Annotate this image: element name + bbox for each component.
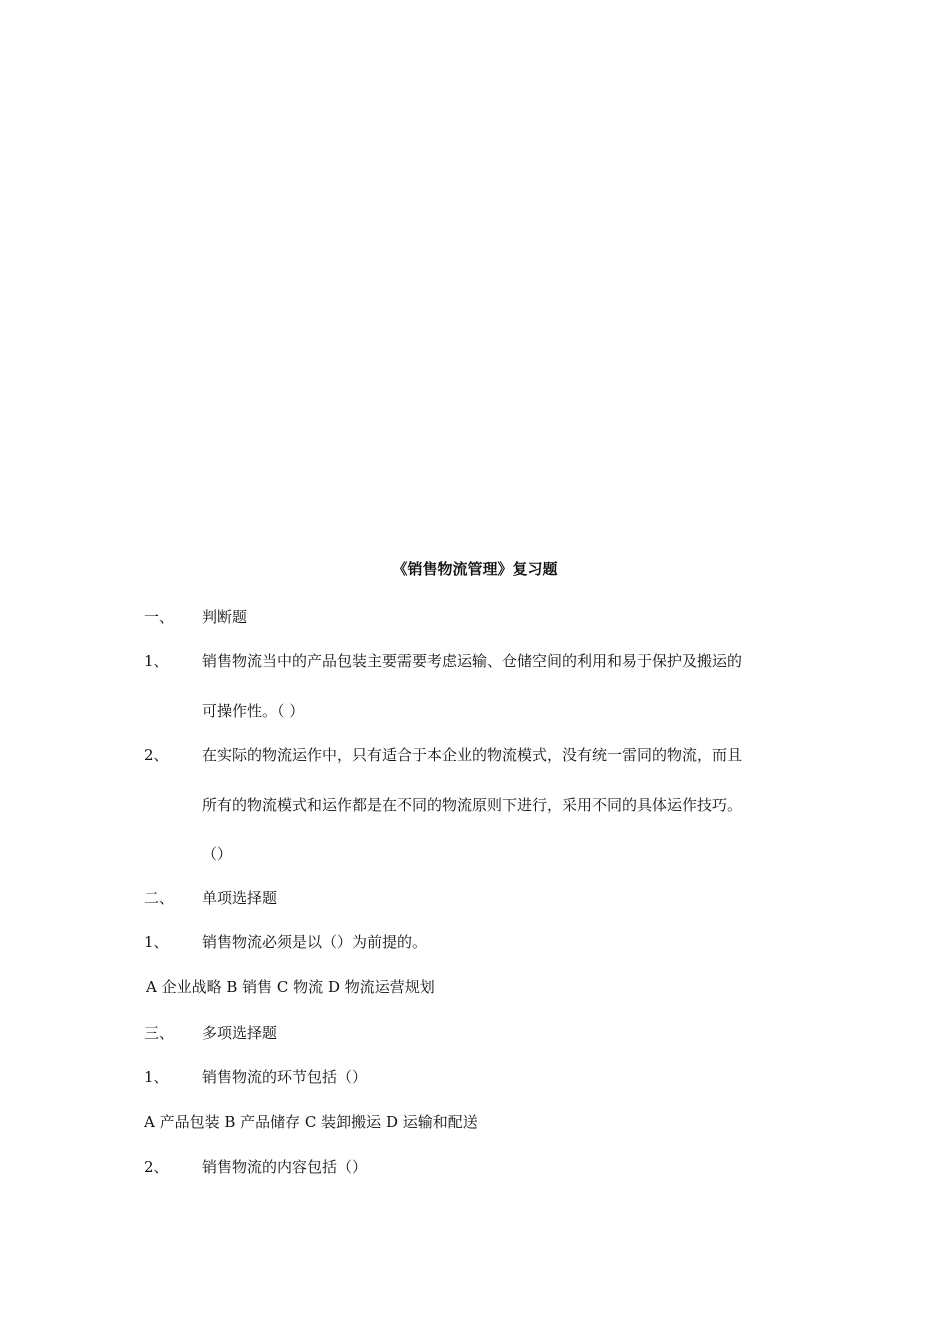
question-number: 1、 [144, 1068, 169, 1086]
question-text: 可操作性。（ ） [202, 702, 305, 720]
options-text: A 企业战略 B 销售 C 物流 D 物流运营规划 [146, 978, 435, 996]
section-number: 二、 [144, 889, 175, 907]
question-number: 2、 [144, 746, 169, 764]
document-title: 《销售物流管理》复习题 [392, 560, 558, 578]
section-label: 判断题 [202, 608, 248, 626]
question-text: 销售物流当中的产品包装主要需要考虑运输、仓储空间的利用和易于保护及搬运的 [202, 652, 743, 670]
question-number: 1、 [144, 933, 169, 951]
section-label: 单项选择题 [202, 889, 278, 907]
question-text: 所有的物流模式和运作都是在不同的物流原则下进行，采用不同的具体运作技巧。 [202, 796, 743, 814]
options-text: A 产品包装 B 产品储存 C 装卸搬运 D 运输和配送 [144, 1113, 478, 1131]
question-text: 在实际的物流运作中，只有适合于本企业的物流模式，没有统一雷同的物流，而且 [202, 746, 743, 764]
section-number: 一、 [144, 608, 175, 626]
question-text: 销售物流的环节包括（） [202, 1068, 368, 1086]
section-number: 三、 [144, 1024, 175, 1042]
question-number: 2、 [144, 1158, 169, 1176]
question-number: 1、 [144, 652, 169, 670]
section-label: 多项选择题 [202, 1024, 278, 1042]
question-text: 销售物流必须是以（）为前提的。 [202, 933, 428, 951]
answer-blank: （） [202, 845, 233, 863]
question-text: 销售物流的内容包括（） [202, 1158, 368, 1176]
